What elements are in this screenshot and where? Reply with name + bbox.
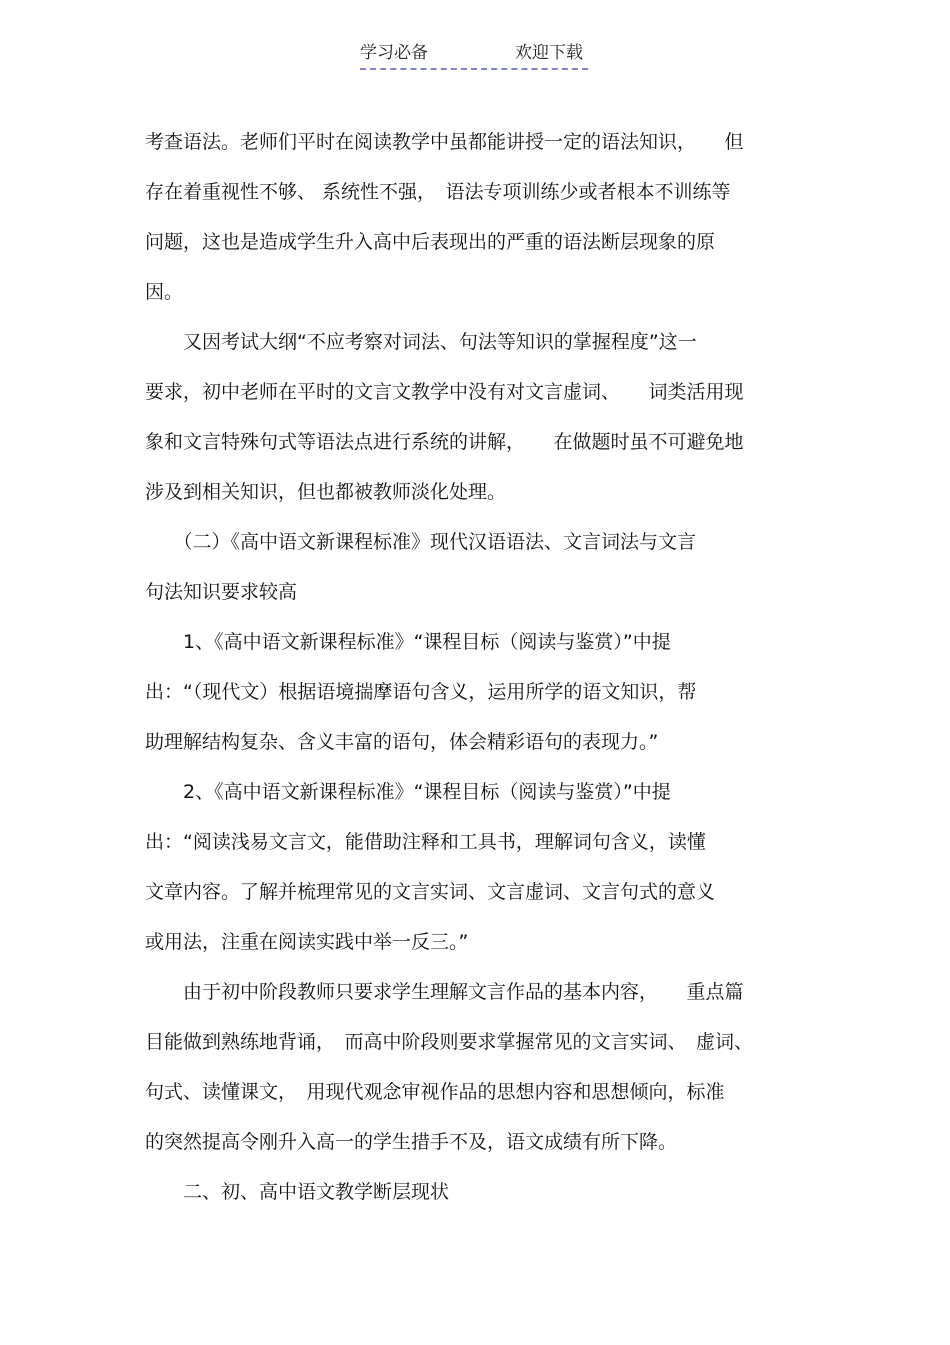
header-right-text: 欢迎下载 (515, 43, 583, 63)
body-line: 涉及到相关知识，但也都被教师淡化处理。 (145, 481, 507, 503)
body-line: 考查语法。老师们平时在阅读教学中虽都能讲授一定的语法知识， 但 (145, 131, 744, 153)
section-heading: 二、初、高中语文教学断层现状 (145, 1181, 450, 1203)
section-heading: （二）《高中语文新课程标准》现代汉语语法、文言词法与文言 (145, 531, 697, 553)
body-line: 的突然提高令刚升入高一的学生措手不及，语文成绩有所下降。 (145, 1131, 678, 1153)
body-line: 又因考试大纲“不应考察对词法、句法等知识的掌握程度”这一 (145, 331, 697, 353)
body-line: 存在着重视性不够、 系统性不强， 语法专项训练少或者根本不训练等 (145, 181, 731, 203)
body-line: 出：“阅读浅易文言文，能借助注释和工具书，理解词句含义，读懂 (145, 831, 706, 853)
body-line: 出：“（现代文）根据语境揣摩语句含义，运用所学的语文知识，帮 (145, 681, 697, 703)
body-line: 或用法，注重在阅读实践中举一反三。” (145, 931, 469, 953)
body-line: 由于初中阶段教师只要求学生理解文言作品的基本内容， 重点篇 (145, 981, 744, 1003)
body-line: 1、《高中语文新课程标准》“课程目标（阅读与鉴赏）”中提 (145, 631, 671, 653)
section-heading: 句法知识要求较高 (145, 581, 298, 603)
page-header (360, 40, 588, 70)
body-line: 因。 (145, 281, 184, 303)
body-line: 句式、读懂课文， 用现代观念审视作品的思想内容和思想倾向，标准 (145, 1081, 725, 1103)
body-line: 要求，初中老师在平时的文言文教学中没有对文言虚词、 词类活用现 (145, 381, 744, 403)
header-left-text: 学习必备 (360, 43, 428, 63)
body-line: 问题，这也是造成学生升入高中后表现出的严重的语法断层现象的原 (145, 231, 716, 253)
body-line: 2、《高中语文新课程标准》“课程目标（阅读与鉴赏）”中提 (145, 781, 671, 803)
body-line: 象和文言特殊句式等语法点进行系统的讲解， 在做题时虽不可避免地 (145, 431, 744, 453)
body-line: 助理解结构复杂、含义丰富的语句，体会精彩语句的表现力。” (145, 731, 659, 753)
body-line: 目能做到熟练地背诵， 而高中阶段则要求掌握常见的文言实词、 虚词、 (145, 1031, 754, 1053)
body-line: 文章内容。了解并梳理常见的文言实词、文言虚词、文言句式的意义 (145, 881, 716, 903)
